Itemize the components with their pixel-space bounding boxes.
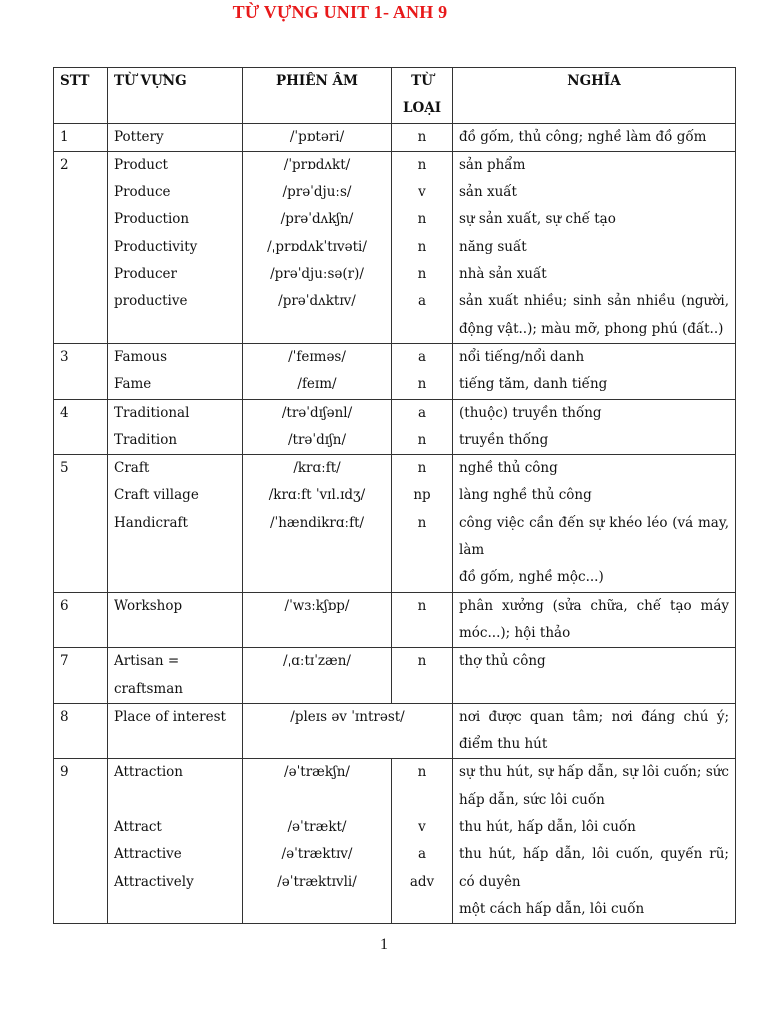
word-cell [108, 703, 243, 759]
word-type [398, 787, 446, 814]
word-type: n [417, 597, 427, 614]
row-number: 6 [60, 597, 69, 614]
word-cell [108, 151, 243, 343]
vocab-word: Workshop [114, 597, 183, 614]
pronunciation: /prəˈdʌkʃn/ [280, 211, 354, 228]
vocab-word: Producer [114, 266, 178, 283]
meaning: công việc cần đến sự khéo léo (vá may, làm [459, 514, 729, 559]
meaning: nổi tiếng/nổi danh [459, 348, 585, 365]
pronunciation: /prəˈdjuːs/ [282, 184, 352, 201]
word-type: n [417, 211, 427, 228]
pronunciation: /krɑːft ˈvɪl.ɪdʒ/ [268, 487, 366, 504]
header-word: TỪ VỰNG [108, 68, 243, 124]
pronunciation: /pleɪs əv ˈɪntrəst/ [290, 708, 405, 725]
word-type: n [417, 431, 427, 448]
pronunciation-cell [243, 759, 392, 924]
vocab-word: Craft village [114, 487, 199, 504]
meaning: đồ gốm, thủ công; nghề làm đồ gốm [459, 128, 707, 145]
vocab-word: Artisan = craftsman [114, 653, 183, 697]
row-number: 9 [60, 764, 69, 781]
vocab-word: Produce [114, 184, 171, 201]
meaning: phân xưởng (sửa chữa, chế tạo máy móc...); hội thảo [459, 597, 729, 641]
header-meaning: NGHĨA [453, 68, 736, 124]
pronunciation: /prəˈdʌktɪv/ [278, 293, 356, 310]
vocab-word: Attractive [114, 846, 182, 863]
word-cell [108, 123, 243, 151]
meaning: nơi được quan tâm; nơi đáng chú ý; điểm thu hút [459, 708, 729, 753]
word-cell [108, 759, 243, 924]
word-type: n [417, 156, 427, 173]
meaning: thu hút, hấp dẫn, lôi cuốn [459, 819, 636, 836]
vocab-word: Fame [114, 376, 152, 393]
pronunciation-cell [243, 703, 453, 759]
pronunciation: /trəˈdɪʃənl/ [281, 404, 353, 421]
stt-cell [54, 759, 108, 924]
pronunciation-cell [243, 123, 392, 151]
header-stt: STT [54, 68, 108, 124]
meaning-cell [453, 703, 736, 759]
word-type: n [417, 376, 427, 393]
stt-cell [54, 703, 108, 759]
vocab-word: Attract [114, 819, 162, 836]
word-cell [108, 592, 243, 648]
meaning-cell [453, 343, 736, 399]
pronunciation-cell [243, 648, 392, 704]
vocab-word: Production [114, 211, 190, 228]
word-type: n [417, 238, 427, 255]
stt-cell [54, 343, 108, 399]
word-type: a [417, 293, 427, 310]
word-cell [108, 648, 243, 704]
word-type-cell [392, 151, 453, 343]
pronunciation: /feɪm/ [297, 376, 337, 393]
word-type: a [417, 348, 427, 365]
table-body [54, 123, 736, 924]
table-row [54, 399, 736, 455]
pronunciation: /trəˈdɪʃn/ [288, 431, 346, 448]
word-type: n [417, 514, 427, 531]
pronunciation-cell [243, 151, 392, 343]
stt-cell [54, 648, 108, 704]
word-type: a [417, 404, 427, 421]
meaning: năng suất [459, 238, 527, 255]
pronunciation: /krɑːft/ [293, 460, 341, 477]
header-pronunciation: PHIÊN ÂM [243, 68, 392, 124]
meaning: (thuộc) truyền thống [459, 404, 602, 421]
meaning: sản phẩm [459, 156, 526, 173]
vocabulary-table [53, 67, 736, 924]
row-number: 5 [60, 460, 69, 477]
pronunciation: /əˈtrækt/ [287, 819, 347, 836]
meaning: sự sản xuất, sự chế tạo [459, 211, 616, 228]
page-number: 1 [380, 936, 388, 953]
word-type-cell [392, 343, 453, 399]
pronunciation: /ˈwɜːkʃɒp/ [284, 597, 350, 614]
pronunciation: /ˈprɒdʌkt/ [283, 156, 351, 173]
word-type: n [417, 653, 427, 670]
word-type-cell [392, 759, 453, 924]
table-header-row [54, 68, 736, 124]
vocab-word: Product [114, 156, 168, 173]
word-type: a [417, 846, 427, 863]
word-type: np [413, 487, 431, 504]
pronunciation: /ˌprɒdʌkˈtɪvəti/ [267, 238, 367, 255]
meaning: tiếng tăm, danh tiếng [459, 376, 608, 393]
pronunciation: /ˈfeɪməs/ [288, 348, 346, 365]
meaning: sản xuất nhiều; sinh sản nhiều (người, động vật..); màu mỡ, phong phú (đất..) [459, 293, 729, 337]
meaning-cell [453, 592, 736, 648]
meaning: sự thu hút, sự hấp dẫn, sự lôi cuốn; sức hấp dẫn, sức lôi cuốn [459, 764, 729, 808]
meaning: nghề thủ công [459, 460, 558, 477]
pronunciation: /ˌɑːtɪˈzæn/ [283, 653, 351, 670]
row-number: 1 [60, 128, 69, 145]
meaning: sản xuất [459, 184, 517, 201]
meaning: thu hút, hấp dẫn, lôi cuốn, quyến rũ; có duyên [459, 846, 729, 890]
pronunciation: /əˈtræktɪvli/ [277, 873, 357, 890]
vocab-word: Attractively [114, 873, 194, 890]
word-cell [108, 455, 243, 592]
table-row [54, 455, 736, 592]
stt-cell [54, 455, 108, 592]
stt-cell [54, 592, 108, 648]
word-type: v [418, 184, 426, 201]
pronunciation-cell [243, 343, 392, 399]
vocab-word: Tradition [114, 431, 178, 448]
pronunciation: /prəˈdjuːsə(r)/ [270, 266, 364, 283]
pronunciation: /ˈhændikrɑːft/ [269, 514, 365, 531]
vocab-word [114, 787, 236, 814]
word-type-cell [392, 123, 453, 151]
meaning-cell [453, 759, 736, 924]
meaning-cell [453, 399, 736, 455]
word-type: n [417, 460, 427, 477]
word-type-cell [392, 455, 453, 592]
table-row [54, 151, 736, 343]
meaning: thợ thủ công [459, 653, 546, 670]
vocab-word: Attraction [114, 764, 183, 781]
row-number: 8 [60, 708, 69, 725]
pronunciation [249, 787, 385, 814]
meaning-cell [453, 648, 736, 704]
vocab-word: Place of interest [114, 708, 226, 725]
header-word-type: TỪ LOẠI [392, 68, 453, 124]
pronunciation-cell [243, 592, 392, 648]
meaning-cell [453, 123, 736, 151]
word-type-cell [392, 592, 453, 648]
row-number: 2 [60, 156, 69, 173]
pronunciation: /əˈtræktɪv/ [281, 846, 353, 863]
table-row [54, 343, 736, 399]
table-row [54, 703, 736, 759]
vocab-word: Traditional [114, 404, 190, 421]
word-cell [108, 399, 243, 455]
vocab-word: productive [114, 293, 188, 310]
pronunciation-cell [243, 455, 392, 592]
meaning: làng nghề thủ công [459, 487, 592, 504]
word-type: n [417, 128, 427, 145]
word-type-cell [392, 399, 453, 455]
table-row [54, 648, 736, 704]
meaning: truyền thống [459, 431, 549, 448]
table-row [54, 123, 736, 151]
pronunciation-cell [243, 399, 392, 455]
pronunciation: /əˈtrækʃn/ [284, 764, 350, 781]
word-type: v [418, 819, 426, 836]
word-type: n [417, 266, 427, 283]
word-type-cell [392, 648, 453, 704]
vocab-word: Famous [114, 348, 168, 365]
stt-cell [54, 151, 108, 343]
vocab-word: Handicraft [114, 514, 188, 531]
meaning: đồ gốm, nghề mộc...) [459, 569, 604, 586]
pronunciation: /ˈpɒtəri/ [289, 128, 345, 145]
word-cell [108, 343, 243, 399]
word-type: n [417, 764, 427, 781]
meaning: một cách hấp dẫn, lôi cuốn [459, 900, 645, 917]
row-number: 3 [60, 348, 69, 365]
meaning-cell [453, 151, 736, 343]
row-number: 4 [60, 404, 69, 421]
stt-cell [54, 399, 108, 455]
table-row [54, 592, 736, 648]
document-title: TỪ VỰNG UNIT 1- ANH 9 [232, 2, 448, 22]
table-row [54, 759, 736, 924]
vocab-word: Pottery [114, 128, 164, 145]
row-number: 7 [60, 653, 69, 670]
vocab-word: Craft [114, 460, 150, 477]
stt-cell [54, 123, 108, 151]
word-type: adv [409, 873, 435, 890]
meaning-cell [453, 455, 736, 592]
vocab-word: Productivity [114, 238, 198, 255]
meaning: nhà sản xuất [459, 266, 547, 283]
